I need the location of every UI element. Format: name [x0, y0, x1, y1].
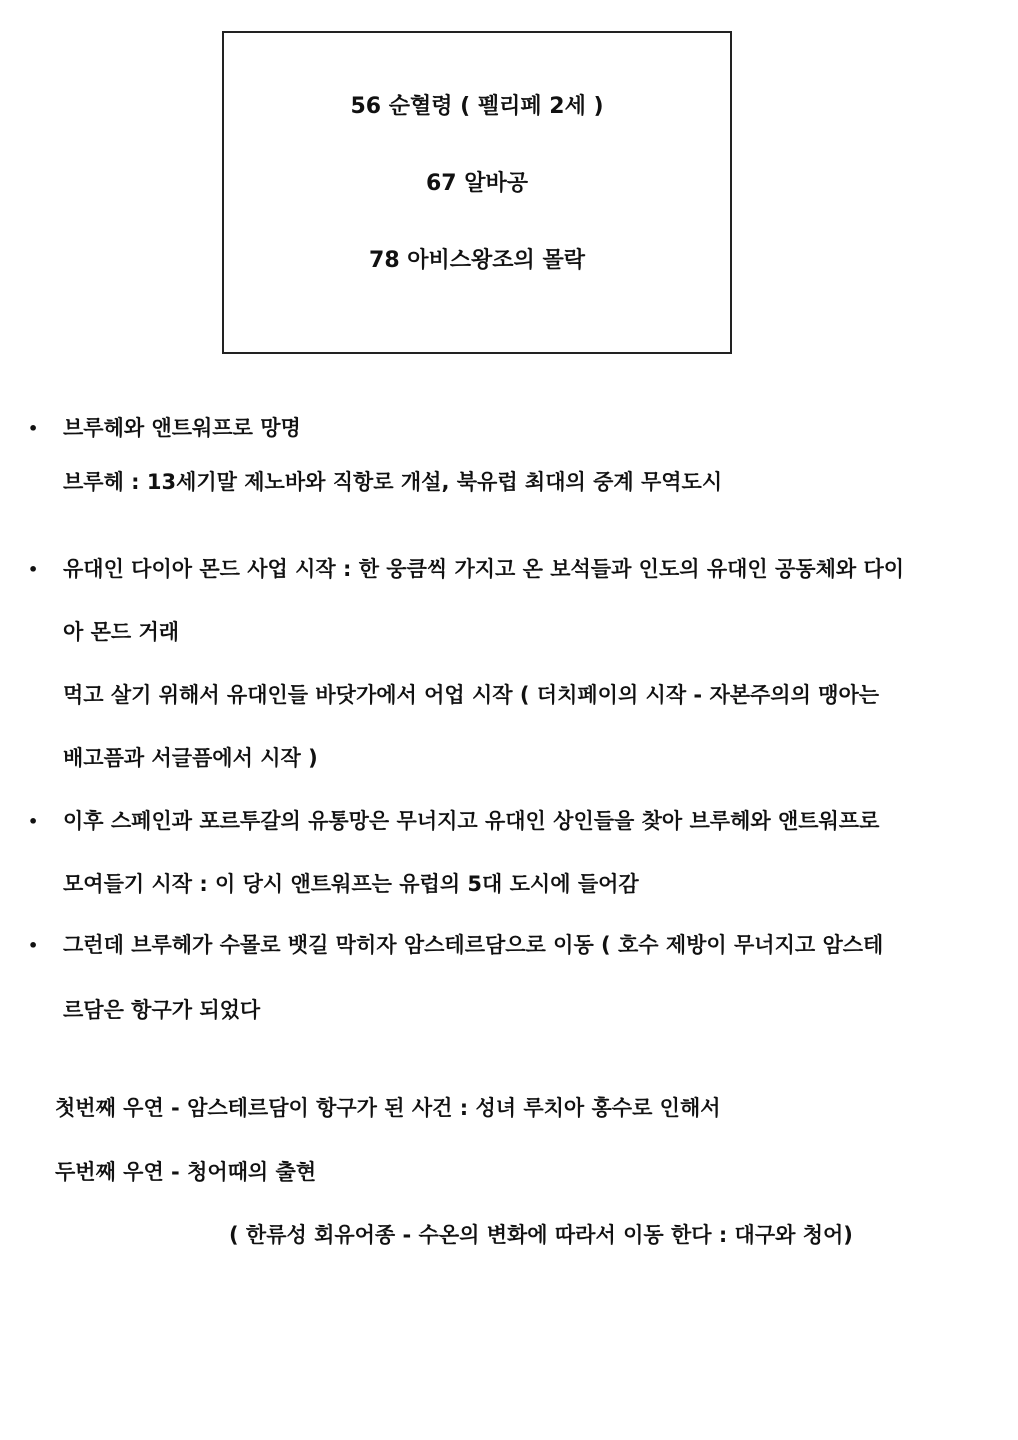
section-3-line-2: 모여들기 시작 : 이 당시 앤트워프는 유럽의 5대 도시에 들어감: [63, 872, 639, 896]
bullet-icon: •: [28, 936, 39, 955]
summary-line-3: 78 아비스왕조의 몰락: [369, 248, 585, 273]
section-2-line-1: 유대인 다이아 몬드 사업 시작 : 한 웅큼씩 가지고 온 보석들과 인도의 유대인 공동체와 다이: [63, 557, 905, 581]
section-1-line-1: 브루헤와 앤트워프로 망명: [63, 416, 301, 440]
second-coincidence: 두번째 우연 - 청어때의 출현: [55, 1160, 317, 1184]
bullet-icon: •: [28, 560, 39, 579]
section-3-line-1: 이후 스페인과 포르투갈의 유통망은 무너지고 유대인 상인들을 찾아 브루헤와 앤트워프로: [63, 809, 880, 833]
summary-line-2: 67 알바공: [425, 171, 529, 196]
section-2-line-4: 배고픔과 서글픔에서 시작 ): [63, 746, 318, 770]
section-2-line-2: 아 몬드 거래: [63, 620, 180, 644]
bullet-icon: •: [28, 812, 39, 831]
section-4-line-2: 르담은 항구가 되었다: [63, 998, 261, 1022]
section-4-line-1: 그런데 브루헤가 수몰로 뱃길 막히자 암스테르담으로 이동 ( 호수 제방이 무너지고 암스테: [63, 933, 884, 957]
summary-box: [222, 31, 732, 354]
bullet-icon: •: [28, 419, 39, 438]
summary-line-1: 56 순혈령 ( 펠리페 2세 ): [350, 94, 604, 119]
section-1-line-2: 브루헤 : 13세기말 제노바와 직항로 개설, 북유럽 최대의 중계 무역도시: [63, 470, 723, 494]
coincidence-note: ( 한류성 회유어종 - 수온의 변화에 따라서 이동 한다 : 대구와 청어): [229, 1223, 853, 1247]
section-2-line-3: 먹고 살기 위해서 유대인들 바닷가에서 어업 시작 ( 더치페이의 시작 - 자본주의의 맹아는: [63, 683, 880, 707]
first-coincidence: 첫번째 우연 - 암스테르담이 항구가 된 사건 : 성녀 루치아 홍수로 인해서: [55, 1096, 721, 1120]
